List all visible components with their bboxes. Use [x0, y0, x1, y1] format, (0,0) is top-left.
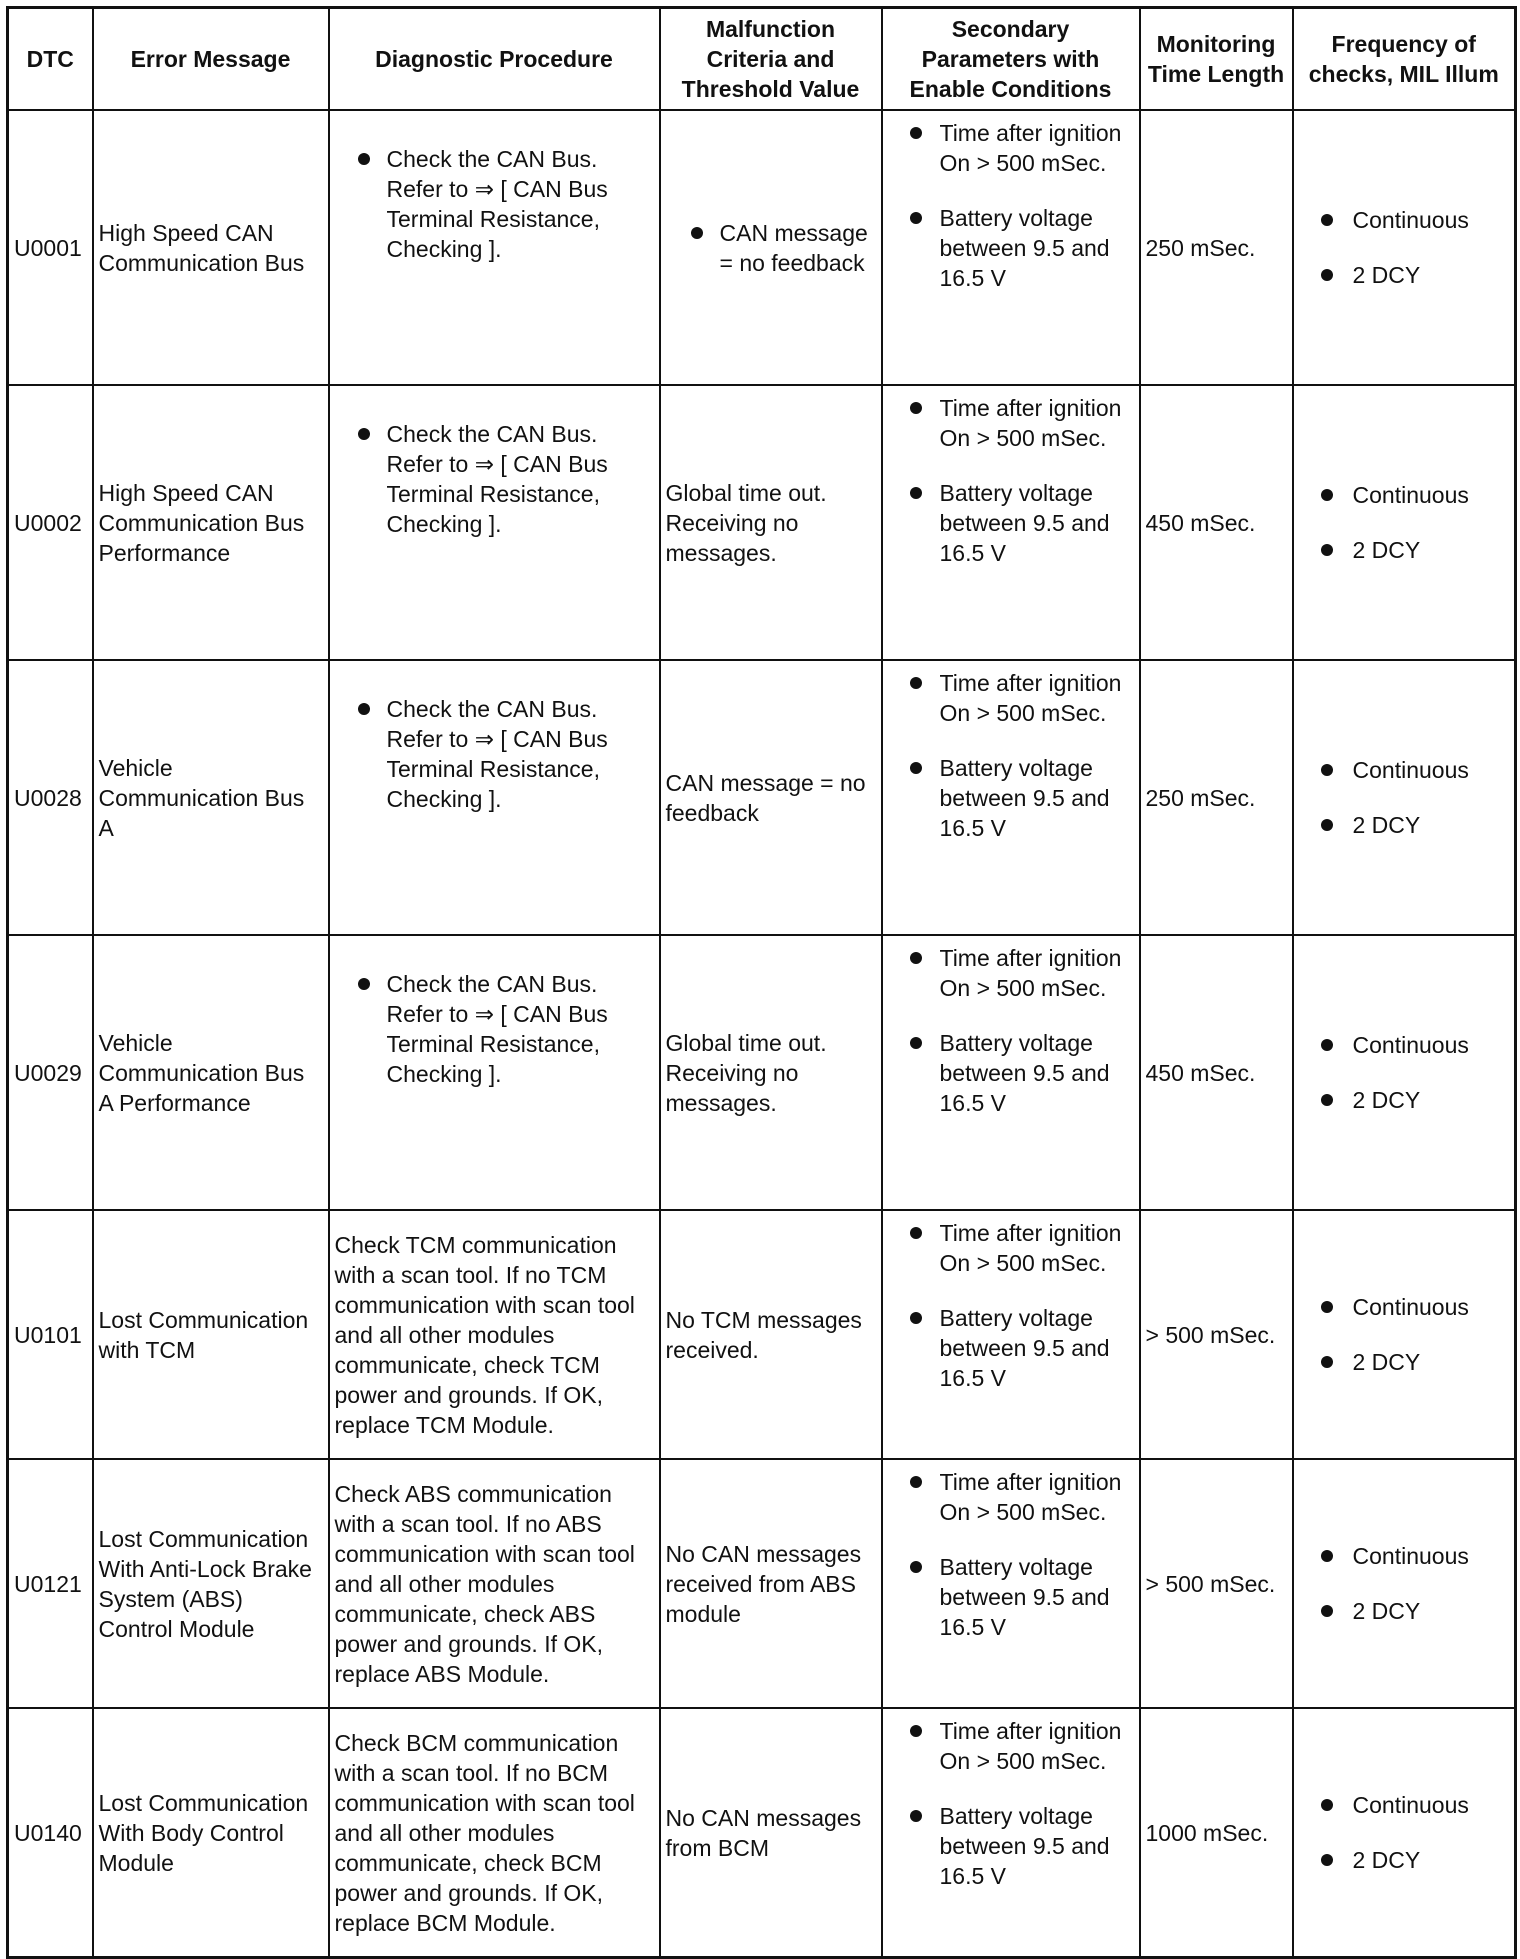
- malfunction-item: CAN message = no feedback: [666, 218, 876, 278]
- malfunction-criteria: No CAN messages received from ABS module: [660, 1459, 882, 1708]
- frequency-item: 2 DCY: [1299, 1085, 1510, 1115]
- diagnostic-procedure: [329, 935, 660, 1210]
- monitoring-time: 450 mSec.: [1140, 935, 1293, 1210]
- frequency-item: Continuous: [1299, 1292, 1510, 1322]
- diagnostic-procedure: [329, 385, 660, 660]
- malfunction-criteria: No TCM messages received.: [660, 1210, 882, 1459]
- secondary-parameters: [882, 935, 1140, 1210]
- frequency-item: Continuous: [1299, 755, 1510, 785]
- diagnostic-procedure: [329, 660, 660, 935]
- monitoring-time: > 500 mSec.: [1140, 1459, 1293, 1708]
- secondary-param-item: Battery voltage between 9.5 and 16.5 V: [888, 478, 1134, 568]
- secondary-parameters: [882, 660, 1140, 935]
- error-message: Vehicle Communication Bus A Performance: [93, 935, 329, 1210]
- frequency-mil: [1293, 935, 1516, 1210]
- table-row: [8, 1210, 1516, 1459]
- secondary-parameters: [882, 110, 1140, 385]
- secondary-param-item: Time after ignition On > 500 mSec.: [888, 668, 1134, 728]
- malfunction-criteria: CAN message = no feedback: [660, 660, 882, 935]
- table-row: [8, 1459, 1516, 1708]
- diagnostic-step: Check the CAN Bus. Refer to ⇒ [ CAN Bus Terminal Resistance, Checking ].: [335, 144, 654, 264]
- frequency-mil: [1293, 1459, 1516, 1708]
- header-monitoring-time: Monitoring Time Length: [1140, 8, 1293, 111]
- error-message: High Speed CAN Communication Bus Performance: [93, 385, 329, 660]
- monitoring-time: 250 mSec.: [1140, 660, 1293, 935]
- dtc-code: U0029: [8, 935, 93, 1210]
- table-row: [8, 110, 1516, 385]
- secondary-parameters: [882, 385, 1140, 660]
- secondary-param-item: Battery voltage between 9.5 and 16.5 V: [888, 753, 1134, 843]
- header-diagnostic-procedure: Diagnostic Procedure: [329, 8, 660, 111]
- header-dtc: DTC: [8, 8, 93, 111]
- secondary-parameters: [882, 1210, 1140, 1459]
- secondary-param-item: Battery voltage between 9.5 and 16.5 V: [888, 1028, 1134, 1118]
- error-message: Vehicle Communication Bus A: [93, 660, 329, 935]
- diagnostic-procedure: Check TCM communication with a scan tool. If no TCM communication with scan tool and all other modules communicate, check TCM power and grounds. If OK, replace TCM Module.: [329, 1210, 660, 1459]
- secondary-param-item: Time after ignition On > 500 mSec.: [888, 1716, 1134, 1776]
- malfunction-criteria: Global time out. Receiving no messages.: [660, 385, 882, 660]
- secondary-param-item: Battery voltage between 9.5 and 16.5 V: [888, 1552, 1134, 1642]
- diagnostic-step: Check the CAN Bus. Refer to ⇒ [ CAN Bus Terminal Resistance, Checking ].: [335, 969, 654, 1089]
- error-message: Lost Communication With Body Control Module: [93, 1708, 329, 1958]
- frequency-item: Continuous: [1299, 1790, 1510, 1820]
- frequency-item: 2 DCY: [1299, 810, 1510, 840]
- table-header-row: [8, 8, 1516, 111]
- dtc-table-container: [6, 6, 1517, 1959]
- frequency-mil: [1293, 660, 1516, 935]
- frequency-item: 2 DCY: [1299, 1347, 1510, 1377]
- monitoring-time: 250 mSec.: [1140, 110, 1293, 385]
- frequency-item: Continuous: [1299, 480, 1510, 510]
- frequency-mil: [1293, 385, 1516, 660]
- secondary-param-item: Time after ignition On > 500 mSec.: [888, 1218, 1134, 1278]
- diagnostic-step: Check the CAN Bus. Refer to ⇒ [ CAN Bus Terminal Resistance, Checking ].: [335, 694, 654, 814]
- monitoring-time: > 500 mSec.: [1140, 1210, 1293, 1459]
- header-malfunction-criteria: Malfunction Criteria and Threshold Value: [660, 8, 882, 111]
- dtc-code: U0002: [8, 385, 93, 660]
- diagnostic-procedure: [329, 110, 660, 385]
- frequency-item: Continuous: [1299, 1541, 1510, 1571]
- error-message: High Speed CAN Communication Bus: [93, 110, 329, 385]
- malfunction-criteria: Global time out. Receiving no messages.: [660, 935, 882, 1210]
- dtc-code: U0028: [8, 660, 93, 935]
- table-row: [8, 1708, 1516, 1958]
- secondary-param-item: Time after ignition On > 500 mSec.: [888, 393, 1134, 453]
- frequency-item: Continuous: [1299, 1030, 1510, 1060]
- secondary-param-item: Battery voltage between 9.5 and 16.5 V: [888, 1801, 1134, 1891]
- diagnostic-step: Check the CAN Bus. Refer to ⇒ [ CAN Bus Terminal Resistance, Checking ].: [335, 419, 654, 539]
- diagnostic-procedure: Check BCM communication with a scan tool. If no BCM communication with scan tool and all other modules communicate, check BCM power and grounds. If OK, replace BCM Module.: [329, 1708, 660, 1958]
- dtc-table: [6, 6, 1517, 1959]
- malfunction-criteria: [660, 110, 882, 385]
- table-row: [8, 385, 1516, 660]
- frequency-mil: [1293, 1210, 1516, 1459]
- dtc-code: U0140: [8, 1708, 93, 1958]
- secondary-parameters: [882, 1708, 1140, 1958]
- frequency-item: 2 DCY: [1299, 1845, 1510, 1875]
- malfunction-criteria: No CAN messages from BCM: [660, 1708, 882, 1958]
- table-row: [8, 935, 1516, 1210]
- secondary-param-item: Time after ignition On > 500 mSec.: [888, 118, 1134, 178]
- secondary-param-item: Battery voltage between 9.5 and 16.5 V: [888, 1303, 1134, 1393]
- error-message: Lost Communication With Anti-Lock Brake System (ABS) Control Module: [93, 1459, 329, 1708]
- error-message: Lost Communication with TCM: [93, 1210, 329, 1459]
- secondary-parameters: [882, 1459, 1140, 1708]
- monitoring-time: 450 mSec.: [1140, 385, 1293, 660]
- frequency-item: 2 DCY: [1299, 1596, 1510, 1626]
- header-secondary-parameters: Secondary Parameters with Enable Conditions: [882, 8, 1140, 111]
- monitoring-time: 1000 mSec.: [1140, 1708, 1293, 1958]
- frequency-mil: [1293, 110, 1516, 385]
- frequency-item: 2 DCY: [1299, 260, 1510, 290]
- header-frequency-mil: Frequency of checks, MIL Illum: [1293, 8, 1516, 111]
- dtc-code: U0121: [8, 1459, 93, 1708]
- frequency-item: 2 DCY: [1299, 535, 1510, 565]
- header-error-message: Error Message: [93, 8, 329, 111]
- diagnostic-procedure: Check ABS communication with a scan tool. If no ABS communication with scan tool and all other modules communicate, check ABS power and grounds. If OK, replace ABS Module.: [329, 1459, 660, 1708]
- frequency-item: Continuous: [1299, 205, 1510, 235]
- dtc-code: U0101: [8, 1210, 93, 1459]
- secondary-param-item: Time after ignition On > 500 mSec.: [888, 943, 1134, 1003]
- dtc-code: U0001: [8, 110, 93, 385]
- table-row: [8, 660, 1516, 935]
- secondary-param-item: Time after ignition On > 500 mSec.: [888, 1467, 1134, 1527]
- secondary-param-item: Battery voltage between 9.5 and 16.5 V: [888, 203, 1134, 293]
- frequency-mil: [1293, 1708, 1516, 1958]
